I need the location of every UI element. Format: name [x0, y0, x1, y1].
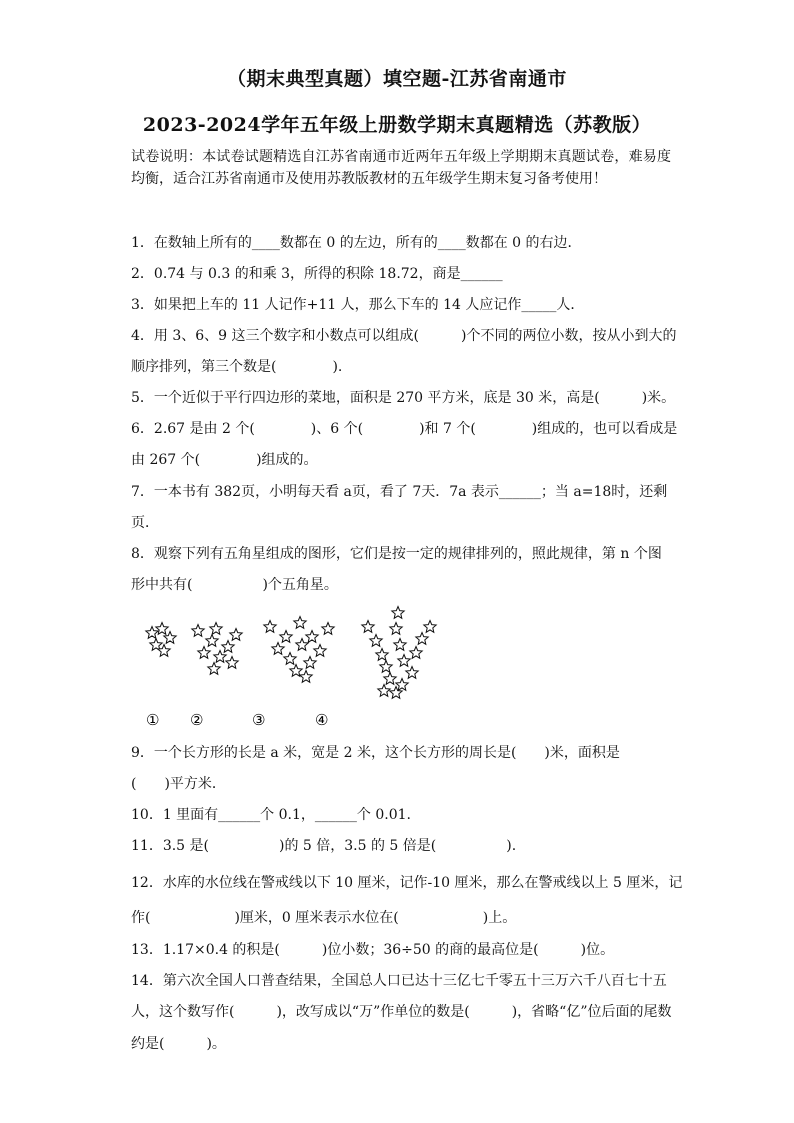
question-4-line1: 4．用 3、6、9 这三个数字和小数点可以组成( )个不同的两位小数，按从小到大的 [131, 328, 677, 344]
star-icon-figure-4-15 [378, 685, 390, 697]
star-icon-figure-2-1 [192, 625, 204, 637]
star-icon-figure-1-1 [146, 627, 158, 639]
star-icon-figure-3-10 [304, 657, 316, 669]
star-icon-figure-3-1 [264, 621, 276, 633]
star-icon-figure-2-3 [230, 629, 242, 641]
question-10: 10．1 里面有______个 0.1，______个 0.01. [131, 807, 411, 823]
star-icon-figure-2-9 [208, 663, 220, 675]
question-9-line1: 9．一个长方形的长是 a 米，宽是 2 米，这个长方形的周长是( )米，面积是 [131, 745, 620, 761]
star-icon-figure-3-9 [284, 653, 296, 665]
star-icon-figure-3-5 [306, 631, 318, 643]
exam-description: 试卷说明：本试卷试题精选自江苏省南通市近两年五年级上学期期末真题试卷，难易度均衡，适合江苏省南通市及使用苏教版教材的五年级学生期末复习备考使用！ [131, 149, 671, 187]
question-6-line2: 由 267 个( )组成的。 [131, 452, 318, 468]
star-icon-figure-4-5 [390, 623, 402, 635]
question-8-line2: 形中共有( )个五角星。 [131, 577, 338, 593]
page-title: （期末典型真题）填空题-江苏省南通市 [227, 68, 567, 90]
star-icon-figure-3-6 [272, 643, 284, 655]
star-icon-figure-4-2 [392, 607, 404, 619]
star-icon-figure-1-5 [158, 645, 170, 657]
question-13: 13．1.17×0.4 的积是( )位小数；36÷50 的商的最高位是( )位。 [131, 942, 615, 958]
question-9-line2: ( )平方米． [131, 776, 226, 792]
figure-label-4: ④ [315, 711, 329, 729]
star-icon-figure-2-2 [210, 623, 222, 635]
star-icon-figure-2-8 [226, 657, 238, 669]
star-icon-figure-3-4 [280, 631, 292, 643]
star-icon-figure-4-11 [398, 655, 410, 667]
question-3: 3．如果把上车的 11 人记作+11 人，那么下车的 14 人应记作_____人． [131, 297, 585, 313]
star-icon-figure-3-8 [314, 645, 326, 657]
question-14-line2: 人，这个数写作( )，改写成以“万”作单位的数是( )，省略“亿”位后面的尾数 [131, 1004, 672, 1020]
star-icon-figure-3-3 [322, 623, 334, 635]
question-1: 1．在数轴上所有的____数都在 0 的左边，所有的____数都在 0 的右边． [131, 235, 582, 251]
question-7-line1: 7．一本书有 382页，小明每天看 a页，看了 7天．7a 表示______；当 a=18时，还剩 [131, 484, 668, 500]
star-icon-figure-4-13 [384, 673, 396, 685]
question-14-line3: 约是( )。 [131, 1036, 226, 1052]
question-7-line2: 页． [131, 515, 159, 531]
star-icon-figure-4-9 [410, 647, 422, 659]
question-12-line2: 作( )厘米，0 厘米表示水位在( )上。 [131, 910, 517, 926]
star-icon-figure-2-6 [198, 647, 210, 659]
star-icon-figure-4-10 [380, 661, 392, 673]
star-icon-figure-4-4 [370, 635, 382, 647]
figure-label-1: ① [146, 711, 160, 729]
star-icon-figure-4-12 [406, 667, 418, 679]
star-icon-figure-4-3 [424, 621, 436, 633]
star-icon-figure-3-12 [300, 671, 312, 683]
question-8-line1: 8．观察下列有五角星组成的图形，它们是按一定的规律排列的，照此规律，第 n 个图 [131, 546, 662, 562]
star-icon-figure-2-5 [222, 641, 234, 653]
figure-label-2: ② [190, 711, 204, 729]
question-5: 5．一个近似于平行四边形的菜地，面积是 270 平方米，底是 30 米，高是( )米。 [131, 390, 676, 406]
question-14-line1: 14．第六次全国人口普查结果，全国总人口已达十三亿七千零五十三万六千八百七十五 [131, 973, 667, 989]
star-icon-figure-4-6 [416, 633, 428, 645]
question-11: 11．3.5 是( )的 5 倍，3.5 的 5 倍是( ). [131, 838, 517, 854]
star-icon-figure-3-2 [294, 617, 306, 629]
star-icon-figure-4-8 [394, 639, 406, 651]
star-icon-figure-4-14 [396, 679, 408, 691]
star-icon-figure-3-7 [296, 639, 308, 651]
question-4-line2: 顺序排列，第三个数是( ). [131, 359, 343, 375]
star-icon-figure-2-4 [206, 635, 218, 647]
star-icon-figure-1-2 [156, 623, 168, 635]
question-6-line1: 6．2.67 是由 2 个( )、6 个( )和 7 个( )组成的，也可以看成是 [131, 421, 678, 437]
star-pattern-figure [140, 605, 460, 735]
star-icon-figure-4-7 [376, 649, 388, 661]
question-2: 2．0.74 与 0.3 的和乘 3，所得的积除 18.72，商是______ [131, 266, 503, 282]
page-subtitle: 2023-2024学年五年级上册数学期末真题精选（苏教版） [142, 114, 652, 136]
question-12-line1: 12．水库的水位线在警戒线以下 10 厘米，记作-10 厘米，那么在警戒线以上 5 厘米，记 [131, 875, 683, 891]
star-icon-figure-4-1 [362, 621, 374, 633]
figure-label-3: ③ [252, 711, 266, 729]
